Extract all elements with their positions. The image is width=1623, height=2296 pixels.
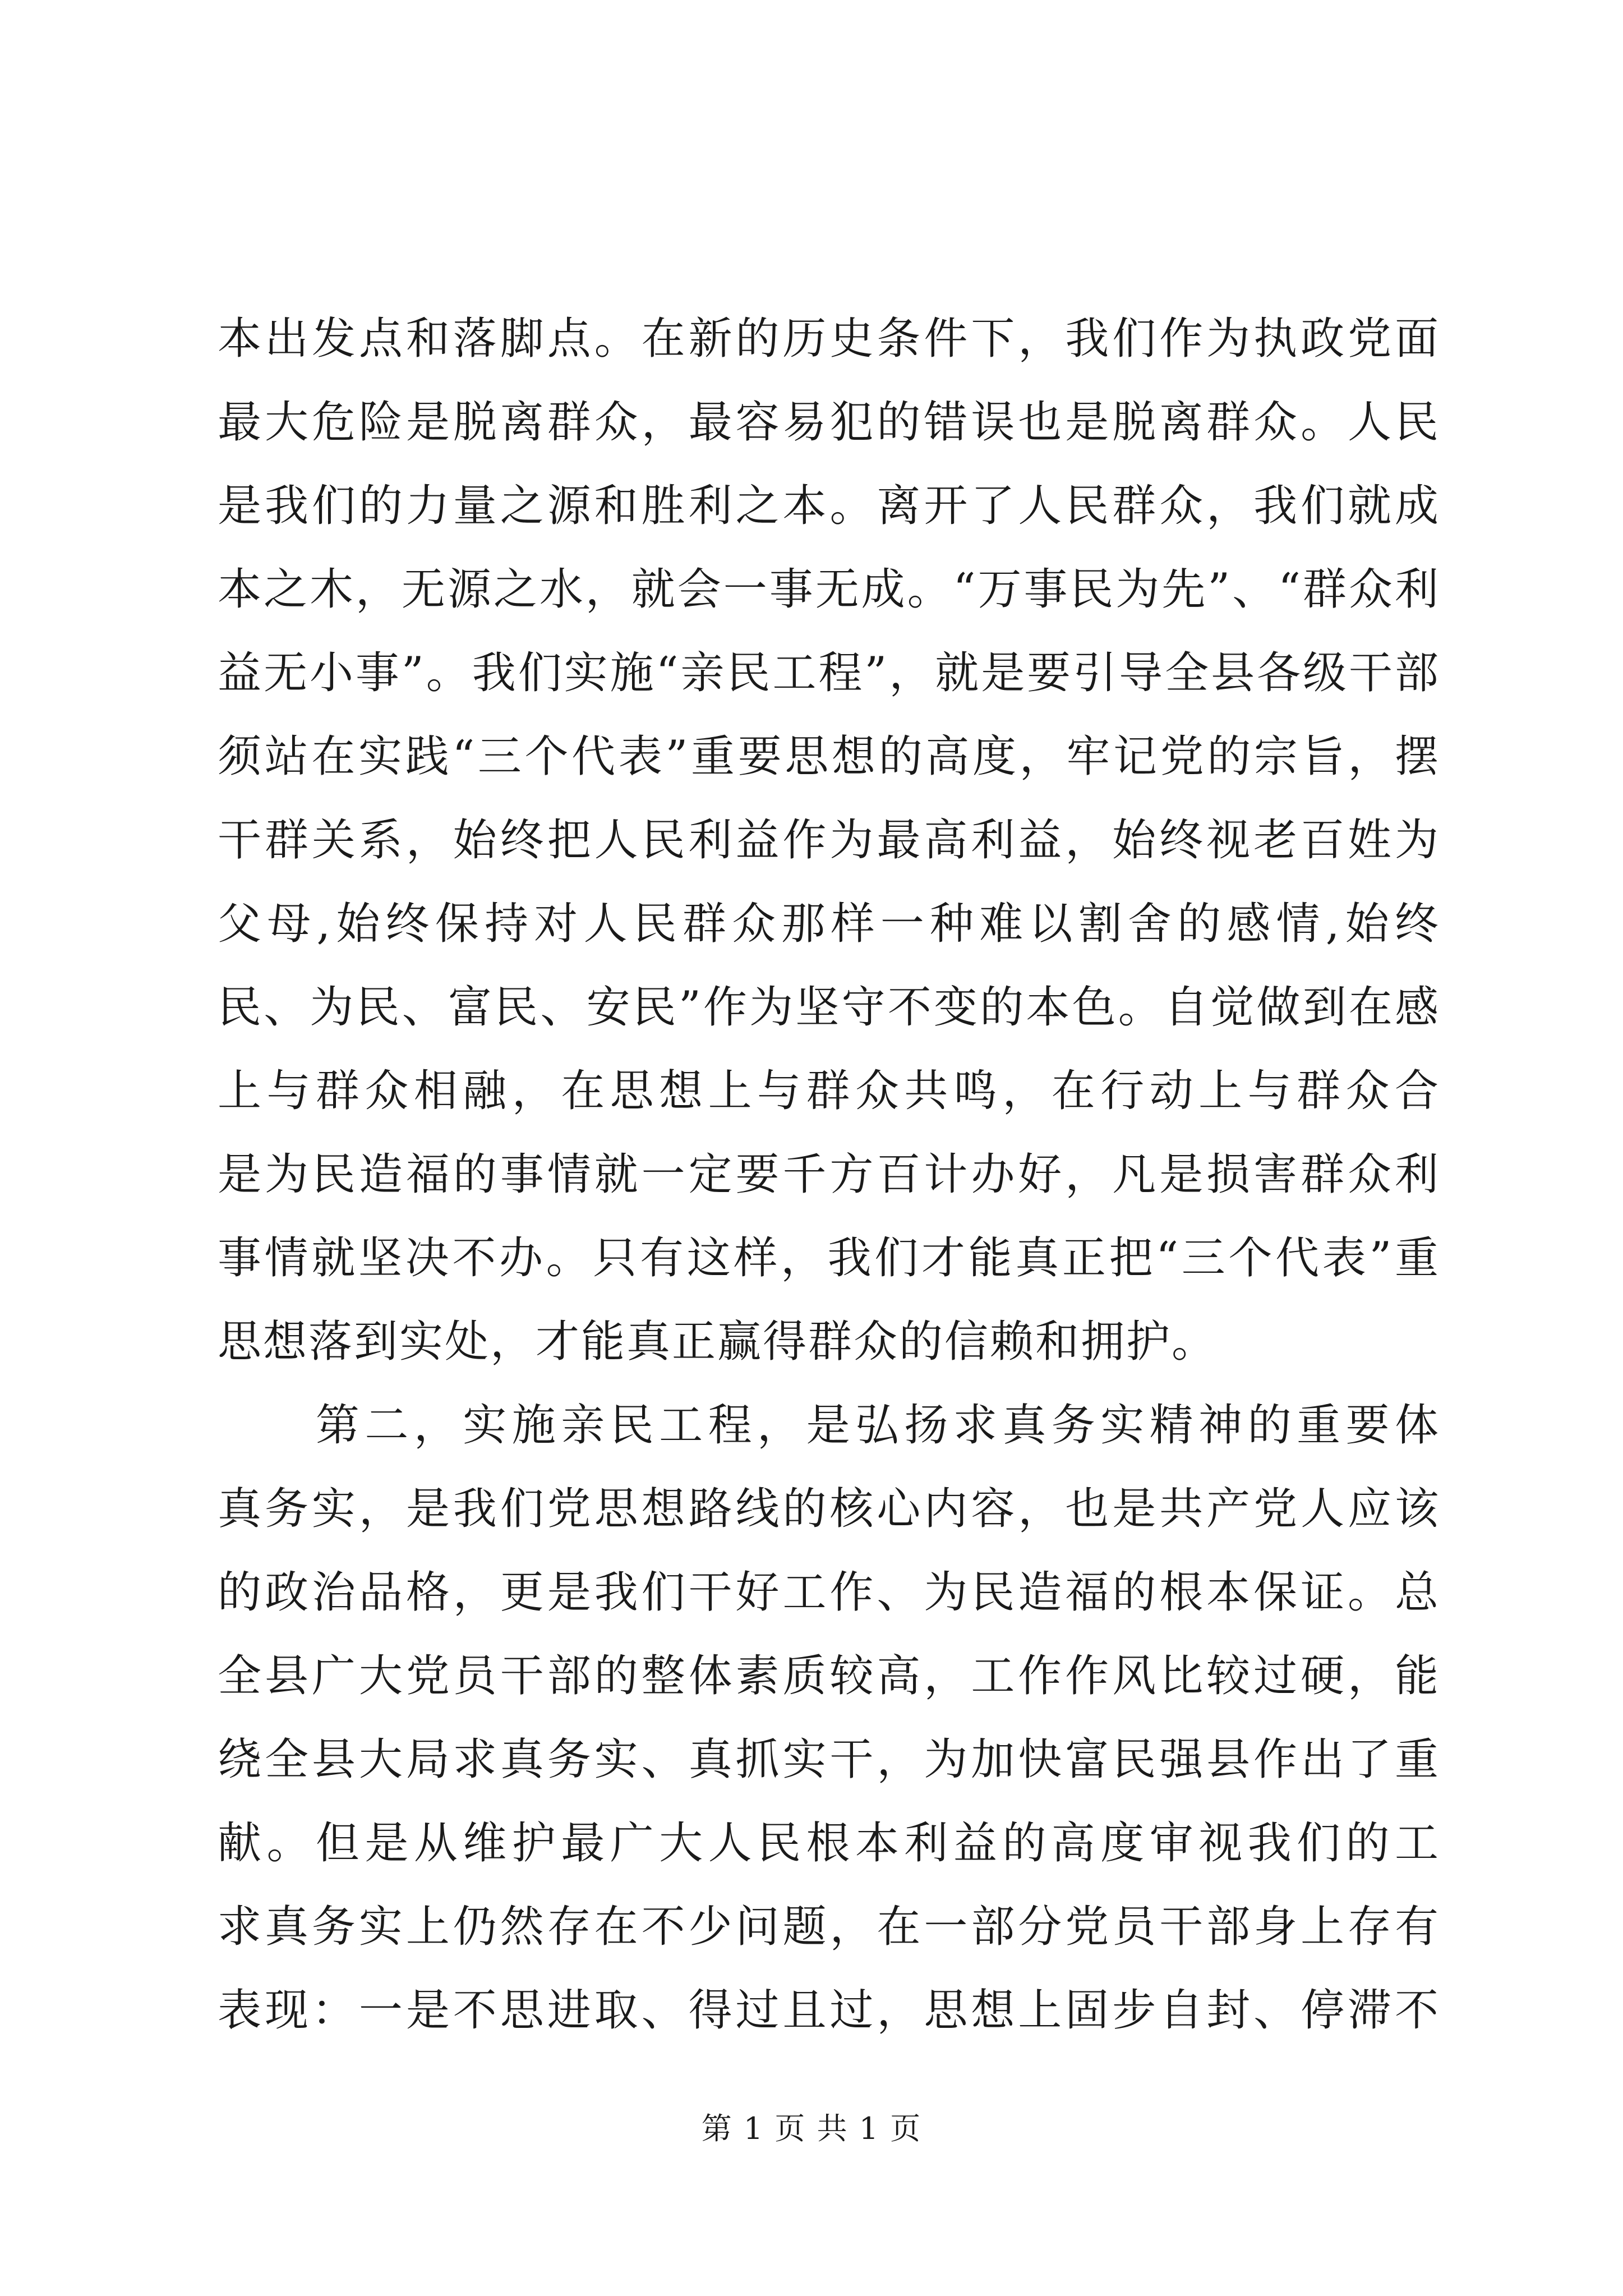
- text-line: 是我们的力量之源和胜利之本。离开了人民群众，我们就成: [218, 481, 1440, 531]
- text-line: 父母,始终保持对人民群众那样一种难以割舍的感情,始终: [218, 899, 1440, 949]
- text-line: 民、为民、富民、安民”作为坚守不变的本色。自觉做到在感: [218, 982, 1440, 1033]
- text-line: 绕全县大局求真务实、真抓实干，为加快富民强县作出了重: [218, 1734, 1440, 1785]
- text-line: 本出发点和落脚点。在新的历史条件下，我们作为执政党面: [218, 314, 1440, 364]
- text-line: 真务实，是我们党思想路线的核心内容，也是共产党人应该: [218, 1484, 1440, 1534]
- text-line: 上与群众相融，在思想上与群众共鸣，在行动上与群众合: [218, 1066, 1440, 1116]
- text-line: 须站在实践“三个代表”重要思想的高度，牢记党的宗旨，摆: [218, 731, 1440, 782]
- text-line: 求真务实上仍然存在不少问题，在一部分党员干部身上存有: [218, 1902, 1440, 1952]
- text-line: 益无小事”。我们实施“亲民工程”，就是要引导全县各级干部: [218, 648, 1440, 698]
- text-line: 事情就坚决不办。只有这样，我们才能真正把“三个代表”重: [218, 1233, 1440, 1283]
- text-line: 思想落到实处，才能真正赢得群众的信赖和拥护。: [218, 1317, 1218, 1367]
- text-line: 的政治品格，更是我们干好工作、为民造福的根本保证。总: [218, 1567, 1440, 1618]
- text-line: 表现：一是不思进取、得过且过，思想上固步自封、停滞不: [218, 1985, 1440, 2036]
- text-line: 献。但是从维护最广大人民根本利益的高度审视我们的工: [218, 1818, 1440, 1869]
- paragraph-start-line: 第二，实施亲民工程，是弘扬求真务实精神的重要体: [315, 1400, 1440, 1451]
- text-line: 全县广大党员干部的整体素质较高，工作作风比较过硬，能: [218, 1651, 1440, 1701]
- text-line: 最大危险是脱离群众，最容易犯的错误也是脱离群众。人民: [218, 397, 1440, 448]
- page-footer: 第 1 页 共 1 页: [701, 2111, 922, 2146]
- text-line: 本之木，无源之水，就会一事无成。“万事民为先”、“群众利: [218, 564, 1440, 615]
- text-line: 干群关系，始终把人民利益作为最高利益，始终视老百姓为: [218, 815, 1440, 866]
- body-text: [218, 297, 1440, 2053]
- text-line: 是为民造福的事情就一定要千方百计办好，凡是损害群众利: [218, 1149, 1440, 1200]
